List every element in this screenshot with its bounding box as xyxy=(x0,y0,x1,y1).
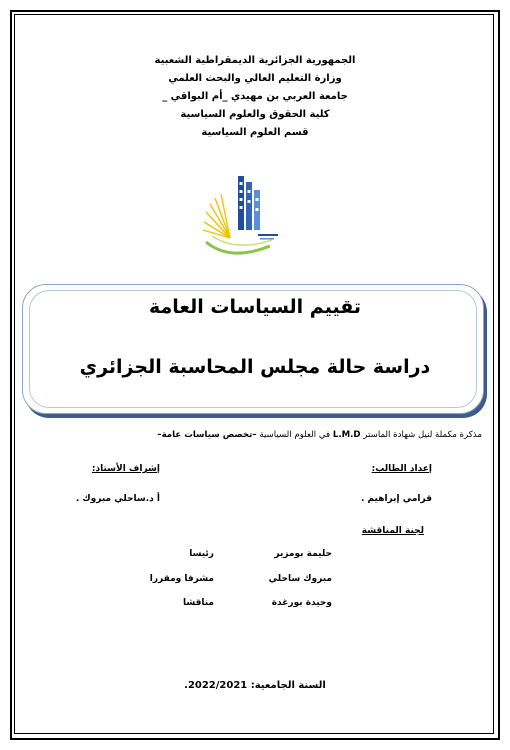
ministry-line: وزارة التعليم العالي والبحث العلمي xyxy=(168,73,342,84)
republic-line: الجمهورية الجزائرية الديمقراطية الشعبية xyxy=(154,55,356,66)
committee-label: لجنة المناقشة xyxy=(361,526,424,536)
committee-member-role: رئيسا xyxy=(189,549,214,559)
description-part2: في العلوم السياسية xyxy=(259,430,331,440)
institution-header xyxy=(60,52,450,142)
student-name: قرامي إبراهيم . xyxy=(360,494,432,504)
committee-member-name: مبروك ساحلي xyxy=(268,574,332,584)
committee-member-role: مشرفا ومقررا xyxy=(149,574,214,584)
supervisor-label: إشراف الأستاذ: xyxy=(91,464,160,474)
academic-year: السنة الجامعية: 2022/2021. xyxy=(184,680,326,691)
specialty-label: –تخصص سياسات عامة– xyxy=(157,430,257,440)
student-label: إعداد الطالب: xyxy=(371,464,432,474)
faculty-line: كلية الحقوق والعلوم السياسية xyxy=(180,109,330,120)
thesis-title: تقييم السياسات العامة xyxy=(148,296,362,318)
committee-member-name: وحيدة بورغدة xyxy=(271,598,332,608)
degree-label: L.M.D xyxy=(332,430,361,440)
description-part1: مذكرة مكملة لنيل شهادة الماستر xyxy=(363,430,482,440)
department-line: قسم العلوم السياسية xyxy=(201,127,309,138)
university-logo-icon xyxy=(200,172,292,260)
committee-member-name: حليمة بومزير xyxy=(274,549,332,559)
thesis-description xyxy=(157,430,482,440)
thesis-subtitle: دراسة حالة مجلس المحاسبة الجزائري xyxy=(79,356,431,378)
supervisor-name: أ د.ساحلي مبروك . xyxy=(75,494,160,504)
university-line: جامعة العربي بن مهيدي _أم البواقي _ xyxy=(162,91,348,102)
committee-member-role: مناقشا xyxy=(182,598,214,608)
